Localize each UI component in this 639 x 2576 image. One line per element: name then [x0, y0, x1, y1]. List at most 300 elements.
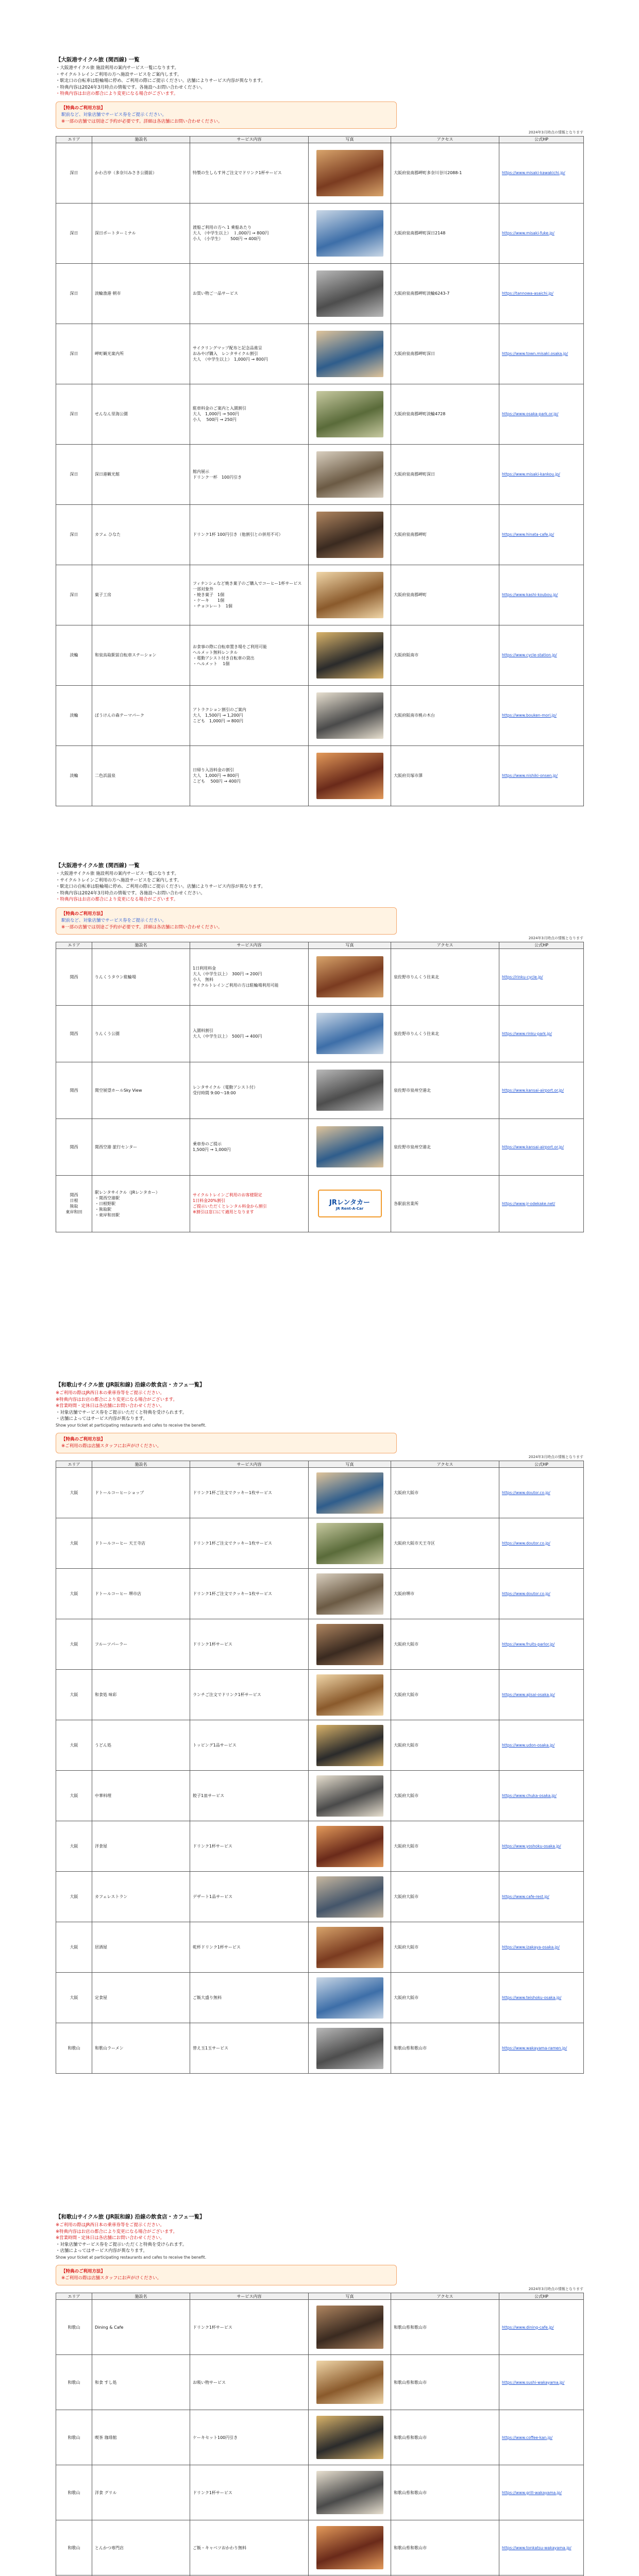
- access-cell: [391, 1468, 499, 1518]
- shop-name-cell-text: 菓子工房: [95, 592, 111, 597]
- area-cell: [56, 565, 92, 625]
- area-cell: [56, 2410, 92, 2465]
- section-title: 【和歌山サイクル旅 (JR阪和線) 沿線の飲食店・カフェ一覧】: [56, 2214, 205, 2220]
- table-row: [56, 384, 584, 444]
- intro-line: ・特典内容は2024年3月時点の情報です。各施設へお問い合わせください。: [56, 890, 205, 896]
- service-cell: [190, 1922, 309, 1973]
- access-cell: [391, 1922, 499, 1973]
- area-cell-text: 大阪: [70, 1844, 78, 1849]
- table-row: [56, 324, 584, 384]
- header-photo: 写真: [309, 136, 391, 143]
- access-cell-text: 大阪府大阪市: [394, 1692, 418, 1697]
- homepage-cell: [499, 1872, 584, 1922]
- homepage-cell: [499, 1062, 584, 1118]
- service-cell-text: ドリンク1杯サービス: [193, 2490, 232, 2495]
- shop-name-cell-text: カフェレストラン: [95, 1894, 128, 1899]
- homepage-cell: [499, 1922, 584, 1973]
- area-cell: [56, 1005, 92, 1062]
- restaurant-table: [56, 2293, 584, 2576]
- notice-warning: ※一部の店舗では別途ご予約が必要です。詳細は各店舗にお問い合わせください。: [61, 924, 223, 930]
- table-row: [56, 1872, 584, 1922]
- homepage-cell: [499, 504, 584, 565]
- access-cell-text: 泉佐野市泉州空港北: [394, 1088, 431, 1093]
- access-cell-text: 和歌山県和歌山市: [394, 2325, 427, 2330]
- shop-name-cell: [92, 685, 190, 745]
- shop-name-cell: [92, 2355, 190, 2410]
- homepage-cell: [499, 1005, 584, 1062]
- service-cell: [190, 1872, 309, 1922]
- access-cell-text: 大阪府泉南郡岬町: [394, 592, 427, 597]
- homepage-link[interactable]: https://www.doutor.co.jp/: [502, 1490, 550, 1495]
- access-cell-text: 大阪府大阪市: [394, 1894, 418, 1899]
- area-cell-text: 和歌山: [68, 2490, 80, 2495]
- homepage-cell: [499, 745, 584, 806]
- photo-cell: [309, 948, 391, 1005]
- photo-cell: [309, 1720, 391, 1771]
- service-cell-text: サイクリングマップ配布と記念品進呈 おみやげ購入 レンタサイクル割引 大人 （中学生以上） 1,000円 → 800円: [193, 346, 268, 362]
- photo-cell: [309, 2355, 391, 2410]
- intro-line: ・駅北口の自転車は駐輪場に停め、ご利用の際にご提示ください。店舗によりサービス内容が異なります。: [56, 884, 265, 889]
- photo-cell: [309, 203, 391, 263]
- notice-heading: 【特典のご利用方法】: [61, 105, 106, 111]
- intro-line: ・サイクルトレインご利用の方へ施設サービスをご案内します。: [56, 72, 182, 77]
- header-shop: 施設名: [92, 942, 190, 948]
- service-cell: [190, 1821, 309, 1872]
- homepage-link[interactable]: https://www.rinku-park.jp/: [502, 1031, 552, 1036]
- shop-name-cell: [92, 2300, 190, 2355]
- facility-photo: [316, 1977, 383, 2019]
- service-cell: [190, 1005, 309, 1062]
- area-cell-text: 関西 日根 熊取 東岸和田: [65, 1193, 82, 1214]
- service-cell-text: ドリンク1杯サービス: [193, 2325, 232, 2330]
- intro-english: Show your ticket at participating restaurants and cafes to receive the benefit.: [56, 2255, 207, 2260]
- notice-heading: 【特典のご利用方法】: [61, 911, 106, 917]
- table-row: [56, 1569, 584, 1619]
- area-cell: [56, 2355, 92, 2410]
- homepage-link[interactable]: https://www.kansai-airport.or.jp/: [502, 1088, 564, 1093]
- homepage-link[interactable]: https://www.fruits-parlor.jp/: [502, 1642, 555, 1647]
- facility-photo: [316, 1927, 383, 1968]
- photo-cell: [309, 444, 391, 504]
- homepage-link[interactable]: https://www.misaki-kawakichi.jp/: [502, 171, 565, 175]
- shop-name-cell-text: 洋食 グリル: [95, 2490, 117, 2495]
- usage-notice-box: [56, 2265, 397, 2285]
- area-cell: [56, 1569, 92, 1619]
- section-title: 【大阪港サイクル旅 (関西線) 一覧: [56, 57, 140, 63]
- updated-note: 2024年3月時点の情報となります: [528, 2287, 583, 2291]
- access-cell: [391, 948, 499, 1005]
- access-cell-text: 大阪府阪南市桃の木台: [394, 713, 435, 718]
- photo-cell: [309, 1468, 391, 1518]
- homepage-cell: [499, 948, 584, 1005]
- service-cell: [190, 444, 309, 504]
- homepage-cell: [499, 2410, 584, 2465]
- facility-photo: [316, 1573, 383, 1615]
- area-cell: [56, 1720, 92, 1771]
- table-row: [56, 504, 584, 565]
- intro-warning: ・特典内容はお店の都合により変更になる場合がございます。: [56, 91, 178, 96]
- area-cell-text: 大阪: [70, 1541, 78, 1546]
- homepage-link[interactable]: https://www.doutor.co.jp/: [502, 1541, 550, 1546]
- shop-name-cell: [92, 2023, 190, 2074]
- photo-cell: [309, 1922, 391, 1973]
- access-cell: [391, 1619, 499, 1670]
- shop-name-cell-text: 洋食屋: [95, 1844, 107, 1849]
- service-cell-text: デザート1品サービス: [193, 1894, 233, 1899]
- area-cell: [56, 1468, 92, 1518]
- homepage-link[interactable]: https://www.misaki-fuke.jp/: [502, 231, 554, 235]
- service-cell-text: お食事の際に自転車置き場をご利用可能 ヘルメット無料レンタル ・電動アシスト付き自転車の貸出 ・ヘルメット 1個: [193, 644, 267, 666]
- access-cell: [391, 203, 499, 263]
- homepage-link[interactable]: https://www.udon-osaka.jp/: [502, 1743, 555, 1748]
- access-cell-text: 大阪府大阪市: [394, 1945, 418, 1950]
- service-cell-text: ドリンク1杯サービス: [193, 1844, 232, 1849]
- area-cell-text: 深日: [70, 532, 78, 537]
- service-cell: [190, 1468, 309, 1518]
- photo-cell: [309, 1821, 391, 1872]
- area-cell: [56, 1872, 92, 1922]
- facility-photo: [316, 692, 383, 739]
- photo-cell: [309, 1175, 391, 1232]
- section-title: 【大阪港サイクル旅 (関西線) 一覧: [56, 862, 140, 869]
- photo-cell: [309, 2023, 391, 2074]
- table-row: [56, 1619, 584, 1670]
- photo-cell: [309, 1872, 391, 1922]
- area-cell: [56, 324, 92, 384]
- area-cell-text: 深日: [70, 291, 78, 296]
- service-cell: [190, 1973, 309, 2023]
- facility-photo: [316, 1013, 383, 1054]
- facility-photo: [316, 210, 383, 257]
- area-cell: [56, 1062, 92, 1118]
- facility-photo: [316, 512, 383, 558]
- service-cell-text: サイクルトレインご利用のお客様限定 1日料金20%割引 ご提示いただくとレンタル料金から割引 ※割引は窓口にて適用となります: [193, 1193, 267, 1214]
- table-row: [56, 1720, 584, 1771]
- homepage-link[interactable]: https://www.chuka-osaka.jp/: [502, 1793, 557, 1798]
- photo-cell: [309, 1569, 391, 1619]
- usage-notice-box: [56, 1433, 397, 1453]
- shop-name-cell-text: かわ吉亭（多奈川みさき公園前）: [95, 171, 157, 175]
- area-cell-text: 関西: [70, 1144, 78, 1149]
- header-homepage: 公式HP: [499, 942, 584, 948]
- shop-name-cell-text: 喫茶 珈琲館: [95, 2435, 117, 2440]
- access-cell: [391, 1771, 499, 1821]
- intro-line: ・特典内容は2024年3月時点の情報です。各施設へお問い合わせください。: [56, 84, 205, 90]
- access-cell: [391, 263, 499, 324]
- shop-name-cell: [92, 2465, 190, 2520]
- photo-cell: [309, 143, 391, 203]
- table-row: [56, 1118, 584, 1175]
- area-cell: [56, 143, 92, 203]
- homepage-link[interactable]: https://www.cycle-station.jp/: [502, 653, 557, 657]
- area-cell-text: 和歌山: [68, 2545, 80, 2550]
- shop-name-cell: [92, 2410, 190, 2465]
- homepage-link[interactable]: https://www.kansai-airport.or.jp/: [502, 1144, 564, 1149]
- homepage-link[interactable]: https://www.osaka-park.or.jp/: [502, 412, 559, 416]
- service-cell: [190, 685, 309, 745]
- shop-name-cell-text: 岬町観光案内所: [95, 351, 124, 356]
- homepage-link[interactable]: https://rinku-cycle.jp/: [502, 974, 543, 979]
- shop-name-cell: [92, 1518, 190, 1569]
- homepage-link[interactable]: https://www.nishiki-onsen.jp/: [502, 773, 558, 778]
- area-cell-text: 淡輪: [70, 713, 78, 718]
- service-cell-text: 駐車料金のご案内と入園割引 大人 1,000円 → 500円 小人 500円 → 250円: [193, 406, 246, 422]
- facility-photo: [316, 1070, 383, 1111]
- table-row: [56, 1062, 584, 1118]
- shop-name-cell-text: 居酒屋: [95, 1945, 107, 1950]
- table-header-row: [56, 942, 584, 948]
- shop-name-cell: [92, 1175, 190, 1232]
- access-cell: [391, 504, 499, 565]
- access-cell-text: 大阪府泉南郡岬町淡輪4728: [394, 412, 446, 416]
- table-row: [56, 2300, 584, 2355]
- shop-name-cell: [92, 1922, 190, 1973]
- homepage-cell: [499, 625, 584, 685]
- photo-cell: [309, 1973, 391, 2023]
- facility-photo: [316, 391, 383, 437]
- table-row: [56, 565, 584, 625]
- header-access: アクセス: [391, 136, 499, 143]
- photo-cell: [309, 384, 391, 444]
- header-service: サービス内容: [190, 136, 309, 143]
- shop-name-cell-text: 関空展望ホールSky View: [95, 1088, 142, 1093]
- access-cell-text: 大阪府堺市: [394, 1591, 414, 1596]
- facility-photo: [316, 2416, 383, 2459]
- header-shop: 施設名: [92, 1461, 190, 1468]
- homepage-link[interactable]: https://www.yoshoku-osaka.jp/: [502, 1844, 561, 1849]
- area-cell: [56, 1118, 92, 1175]
- area-cell: [56, 2023, 92, 2074]
- notice-heading: 【特典のご利用方法】: [61, 1437, 106, 1442]
- access-cell-text: 大阪府泉南郡岬町深日: [394, 351, 435, 356]
- shop-name-cell: [92, 1821, 190, 1872]
- facility-photo: [316, 451, 383, 498]
- table-row: [56, 1973, 584, 2023]
- access-cell: [391, 1175, 499, 1232]
- table-row: [56, 1005, 584, 1062]
- access-cell: [391, 1973, 499, 2023]
- service-cell: [190, 745, 309, 806]
- facility-photo: [316, 1472, 383, 1514]
- homepage-cell: [499, 2520, 584, 2575]
- area-cell: [56, 384, 92, 444]
- area-cell-text: 深日: [70, 351, 78, 356]
- header-area: エリア: [56, 942, 92, 948]
- homepage-link[interactable]: https://www.grill-wakayama.jp/: [502, 2490, 562, 2495]
- photo-cell: [309, 685, 391, 745]
- access-cell-text: 大阪府大阪市: [394, 1743, 418, 1748]
- service-cell: [190, 625, 309, 685]
- shop-name-cell-text: 淡輪漁港 朝市: [95, 291, 121, 296]
- service-cell: [190, 565, 309, 625]
- homepage-cell: [499, 1569, 584, 1619]
- table-header-row: [56, 136, 584, 143]
- access-cell: [391, 625, 499, 685]
- intro-line: ・対象店舗でサービス券をご提示いただくと特典を受けられます。: [56, 2242, 187, 2247]
- service-cell: [190, 1670, 309, 1720]
- homepage-cell: [499, 2465, 584, 2520]
- facility-photo: [316, 1725, 383, 1766]
- homepage-link[interactable]: https://tannowa-asaichi.jp/: [502, 291, 553, 296]
- homepage-link[interactable]: https://www.cafe-rest.jp/: [502, 1894, 549, 1899]
- access-cell: [391, 1720, 499, 1771]
- service-cell: [190, 1720, 309, 1771]
- notice-line: 駅前など、対象店舗でサービス券をご提示ください。: [61, 112, 167, 117]
- area-cell-text: 和歌山: [68, 2435, 80, 2440]
- intro-text: [56, 871, 583, 903]
- area-cell-text: 大阪: [70, 1692, 78, 1697]
- table-row: [56, 1468, 584, 1518]
- area-cell-text: 大阪: [70, 1793, 78, 1798]
- photo-cell: [309, 2520, 391, 2575]
- area-cell-text: 淡輪: [70, 653, 78, 657]
- service-cell-text: お吸い物サービス: [193, 2380, 226, 2385]
- usage-notice-box: [56, 101, 397, 129]
- restaurant-table: [56, 1461, 584, 2074]
- notice-warning: ※ご利用の際は店舗スタッフにお声がけください。: [61, 1444, 162, 1449]
- homepage-link[interactable]: https://www.izakaya-osaka.jp/: [502, 1945, 560, 1950]
- intro-warning: ※特典内容はお店の都合により変更になる場合がございます。: [56, 1397, 177, 1402]
- service-cell-text: ドリンク1杯ご注文でクッキー1枚サービス: [193, 1490, 273, 1495]
- table-row: [56, 2465, 584, 2520]
- homepage-link[interactable]: https://www.ajisai-osaka.jp/: [502, 1692, 555, 1697]
- shop-name-cell-text: とんかつ専門店: [95, 2545, 124, 2550]
- service-cell-text: ドリンク1杯ご注文でクッキー1枚サービス: [193, 1591, 273, 1596]
- access-cell-text: 大阪府貝塚市澤: [394, 773, 423, 778]
- homepage-cell: [499, 444, 584, 504]
- homepage-link[interactable]: https://www.bouken-mori.jp/: [502, 713, 557, 718]
- service-cell-text: 替え玉1玉サービス: [193, 2046, 229, 2050]
- area-cell-text: 和歌山: [68, 2046, 80, 2050]
- intro-warning: ※ご利用の際はJR西日本の乗車券等をご提示ください。: [56, 1391, 165, 1396]
- area-cell: [56, 625, 92, 685]
- area-cell: [56, 745, 92, 806]
- homepage-link[interactable]: https://www.jr-odekake.net/: [502, 1201, 556, 1206]
- homepage-link[interactable]: https://www.wakayama-ramen.jp/: [502, 2046, 567, 2050]
- service-cell: [190, 1175, 309, 1232]
- facility-photo: [316, 331, 383, 377]
- shop-name-cell-text: 二色浜温泉: [95, 773, 115, 778]
- header-service: サービス内容: [190, 2293, 309, 2300]
- notice-heading: 【特典のご利用方法】: [61, 2269, 106, 2274]
- service-cell-text: ご飯大盛り無料: [193, 1995, 222, 2000]
- homepage-link[interactable]: https://www.tonkatsu-wakayama.jp/: [502, 2545, 571, 2550]
- section-wakayama-2: [56, 2213, 583, 2576]
- access-cell: [391, 1118, 499, 1175]
- shop-name-cell: [92, 565, 190, 625]
- homepage-link[interactable]: https://www.town.misaki.osaka.jp/: [502, 351, 568, 356]
- service-cell-text: 渡船ご利用の方へ 1 乗船あたり 大人 （中学生以上） １,000円 → 800円 小人 （小学生） 500円 → 400円: [193, 225, 269, 241]
- notice-line: 駅前など、対象店舗でサービス券をご提示ください。: [61, 918, 167, 923]
- facility-photo: [316, 956, 383, 997]
- area-cell: [56, 203, 92, 263]
- usage-notice-box: [56, 907, 397, 935]
- photo-cell: [309, 263, 391, 324]
- service-cell-text: ドリンク1杯 100円引き（他割引との併用不可）: [193, 532, 283, 537]
- shop-name-cell: [92, 1118, 190, 1175]
- photo-cell: [309, 1619, 391, 1670]
- area-cell: [56, 1619, 92, 1670]
- table-row: [56, 2355, 584, 2410]
- access-cell-text: 大阪府泉南郡岬町多奈川谷川2088-1: [394, 171, 462, 175]
- service-cell-text: トッピング1品サービス: [193, 1743, 237, 1748]
- area-cell-text: 関西: [70, 1088, 78, 1093]
- header-access: アクセス: [391, 942, 499, 948]
- homepage-link[interactable]: https://www.teishoku-osaka.jp/: [502, 1995, 562, 2000]
- access-cell-text: 和歌山県和歌山市: [394, 2380, 427, 2385]
- homepage-cell: [499, 324, 584, 384]
- homepage-cell: [499, 685, 584, 745]
- area-cell-text: 淡輪: [70, 773, 78, 778]
- facility-photo: [316, 150, 383, 196]
- homepage-link[interactable]: https://www.sushi-wakayama.jp/: [502, 2380, 565, 2385]
- facility-photo: [316, 2526, 383, 2569]
- homepage-link[interactable]: https://www.misaki-kankou.jp/: [502, 472, 560, 477]
- service-cell-text: ドリンク1杯サービス: [193, 1642, 232, 1647]
- shop-name-cell-text: 和歌山ラーメン: [95, 2046, 124, 2050]
- access-cell-text: 各駅前営業所: [394, 1201, 418, 1206]
- access-cell-text: 大阪府大阪市天王寺区: [394, 1541, 435, 1546]
- access-cell: [391, 1518, 499, 1569]
- homepage-link[interactable]: https://www.hinata-cafe.jp/: [502, 532, 554, 537]
- homepage-link[interactable]: https://www.dining-cafe.jp/: [502, 2325, 554, 2330]
- access-cell: [391, 2300, 499, 2355]
- facility-table: [56, 942, 584, 1232]
- homepage-link[interactable]: https://www.kashi-koubou.jp/: [502, 592, 558, 597]
- photo-cell: [309, 2465, 391, 2520]
- access-cell-text: 泉佐野市りんくう往来北: [394, 1031, 439, 1036]
- service-cell-text: アトラクション割引のご案内 大人 1,500円 → 1,200円 こども 1,000円 → 800円: [193, 707, 246, 723]
- shop-name-cell: [92, 625, 190, 685]
- facility-photo: [316, 2361, 383, 2404]
- service-cell-text: ドリンク1杯ご注文でクッキー1枚サービス: [193, 1541, 273, 1546]
- homepage-link[interactable]: https://www.coffee-kan.jp/: [502, 2435, 553, 2440]
- area-cell-text: 深日: [70, 171, 78, 175]
- intro-warning: ※営業時間・定休日は各店舗にお問い合わせください。: [56, 2235, 165, 2241]
- service-cell-text: 1日利用料金 大人（中学生以上） 300円 → 200円 小人 無料 サイクルトレインご利用の方は駐輪場利用可能: [193, 966, 279, 988]
- shop-name-cell-text: Dining & Cafe: [95, 2325, 124, 2330]
- area-cell: [56, 1771, 92, 1821]
- facility-photo: [316, 270, 383, 317]
- area-cell-text: 大阪: [70, 1642, 78, 1647]
- intro-warning: ※特典内容はお店の都合により変更になる場合がございます。: [56, 2229, 177, 2234]
- photo-cell: [309, 1670, 391, 1720]
- intro-line: ・対象店舗でサービス券をご提示いただくと特典を受けられます。: [56, 1410, 187, 1415]
- shop-name-cell-text: ドトールコーヒー 堺市店: [95, 1591, 142, 1596]
- facility-photo: [316, 2028, 383, 2069]
- access-cell-text: 泉佐野市りんくう往来北: [394, 974, 439, 979]
- service-cell-text: 特製の生しらす丼ご注文でドリンク1杯サービス: [193, 171, 282, 175]
- shop-name-cell: [92, 263, 190, 324]
- homepage-link[interactable]: https://www.doutor.co.jp/: [502, 1591, 550, 1596]
- jr-rent-a-car-logo: JRレンタカー JR Rent-A-Car: [318, 1190, 382, 1217]
- access-cell-text: 大阪府泉南郡岬町深日: [394, 472, 435, 477]
- shop-name-cell-text: 中華料理: [95, 1793, 111, 1798]
- facility-photo: [316, 2471, 383, 2514]
- service-cell-text: 乗車券のご提示 1,500円 → 1,000円: [193, 1142, 231, 1152]
- access-cell: [391, 745, 499, 806]
- area-cell: [56, 444, 92, 504]
- access-cell-text: 大阪府泉南郡岬町深日2148: [394, 231, 446, 235]
- shop-name-cell-text: りんくう公園: [95, 1031, 120, 1036]
- access-cell-text: 大阪府泉南郡岬町: [394, 532, 427, 537]
- shop-name-cell-text: 関西空港 旅行センター: [95, 1144, 138, 1149]
- photo-cell: [309, 504, 391, 565]
- updated-note: 2024年3月時点の情報となります: [528, 130, 583, 134]
- shop-name-cell: [92, 2520, 190, 2575]
- area-cell: [56, 2465, 92, 2520]
- access-cell-text: 大阪府泉南郡岬町淡輪6243-7: [394, 291, 450, 296]
